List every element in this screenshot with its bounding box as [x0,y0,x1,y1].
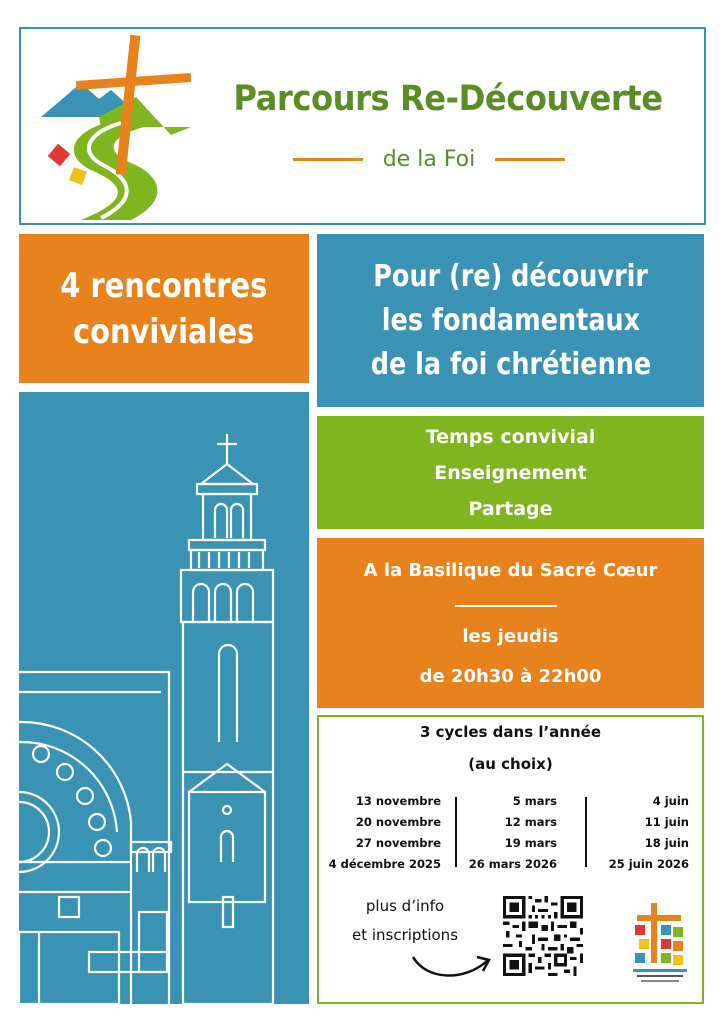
venue-divider [455,605,557,607]
page-subtitle: de la Foi [382,146,476,172]
sacre-coeur-logo [631,903,689,987]
cycle-date: 20 novembre [355,815,441,829]
rencontres-box [19,234,309,383]
rencontres-line2: conviviales [73,311,255,352]
purpose-line: de la foi chrétienne [370,346,651,382]
venue-place: A la Basilique du Sacré Cœur [363,560,658,581]
cycle-date: 27 novembre [355,836,441,850]
subtitle-row [269,139,589,179]
activity-item: Enseignement [434,461,587,484]
info-line1: plus d’info [365,897,445,915]
curved-arrow-icon [407,939,497,979]
cycle-column-3 [589,791,689,875]
cycle-date: 4 décembre 2025 [328,857,441,871]
header [19,27,706,225]
venue-box [317,538,704,708]
info-line2: et inscriptions [351,926,459,944]
cycle-date: 18 juin [644,836,689,850]
cycle-date: 25 juin 2026 [608,857,689,871]
basilica-drawing [19,392,309,1004]
cycle-date: 19 mars [504,836,557,850]
church-illustration [19,392,309,1004]
purpose-line: les fondamentaux [381,302,640,338]
activity-item: Temps convivial [425,425,596,448]
subtitle-dash-right [495,158,565,161]
activities-box [317,416,704,529]
cycles-subtitle: (au choix) [468,755,553,773]
cycle-column-1 [323,791,441,875]
column-separator [585,797,587,867]
cycle-date: 11 juin [644,815,689,829]
venue-days: les jeudis [462,626,559,647]
cycles-box [317,715,704,1004]
cycle-column-2 [453,791,557,875]
parcours-logo [41,35,211,220]
cycles-title: 3 cycles dans l’année [419,723,602,741]
page-title: Parcours Re-Découverte [233,79,663,119]
rencontres-line1: 4 rencontres [60,265,268,306]
cycle-date: 4 juin [652,794,689,808]
cycle-date: 13 novembre [355,794,441,808]
cycle-date: 12 mars [504,815,557,829]
subtitle-dash-left [293,158,363,161]
cycle-date: 5 mars [512,794,557,808]
venue-hours: de 20h30 à 22h00 [419,666,602,687]
cycle-date: 26 mars 2026 [468,857,557,871]
qr-code[interactable] [503,896,583,976]
purpose-line: Pour (re) découvrir [373,258,648,294]
activity-item: Partage [468,497,553,520]
purpose-box [317,234,704,407]
